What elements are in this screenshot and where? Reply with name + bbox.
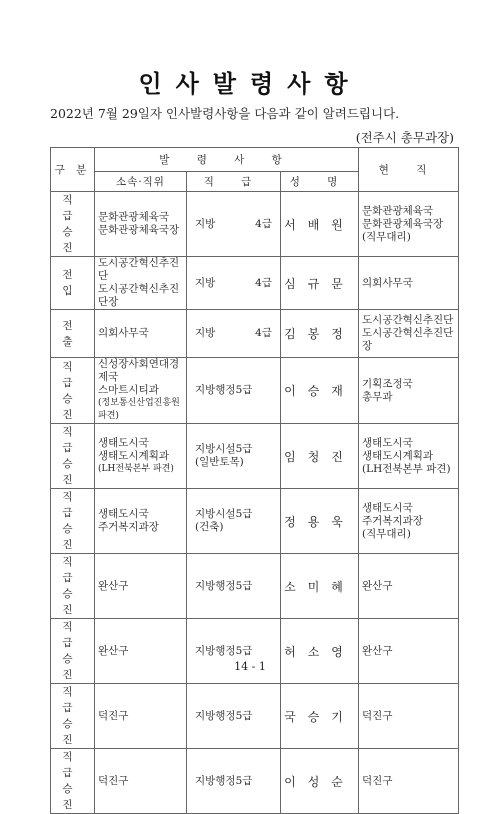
table-row <box>51 424 459 489</box>
name-cell: 서배원 <box>281 192 359 257</box>
affiliation-line: 생태도시계획과 <box>98 449 170 462</box>
name-cell: 허소영 <box>281 619 359 684</box>
grade-line: 지방행정5급 <box>195 644 253 657</box>
page-number: 14 - 1 <box>234 660 266 673</box>
appointment-table <box>50 147 459 814</box>
grade-line: 지방행정5급 <box>195 774 253 787</box>
grade-subline: (건축) <box>195 521 224 533</box>
affiliation-line: 스마트시티과 <box>98 384 159 396</box>
header-name: 성 명 <box>281 172 359 192</box>
current-position-cell <box>359 192 459 257</box>
grade-cell <box>187 619 281 684</box>
grade-line: 지방 4급 <box>195 276 272 289</box>
affiliation-cell <box>95 310 187 358</box>
grade-cell <box>187 554 281 619</box>
grade-line: 지방 4급 <box>195 217 272 230</box>
grade-line: 지방행정5급 <box>195 579 253 592</box>
name-cell: 국승기 <box>281 684 359 749</box>
affiliation-cell <box>95 257 187 310</box>
grade-cell <box>187 358 281 424</box>
grade-subline: (일반토목) <box>195 456 244 468</box>
header-appointment: 발 령 사 항 <box>95 148 359 172</box>
current-line: 도시공간혁신추진단장 <box>362 327 454 352</box>
current-line: 주거복지과장 <box>362 514 423 527</box>
current-line: 완산구 <box>362 644 393 657</box>
current-line: 생태도시국 <box>362 436 413 449</box>
current-line: 덕진구 <box>362 709 393 722</box>
table-row <box>51 749 459 814</box>
current-line: (LH전북본부 파견) <box>362 462 451 475</box>
affiliation-cell <box>95 192 187 257</box>
affiliation-line: 덕진구 <box>98 709 129 722</box>
affiliation-cell <box>95 489 187 554</box>
grade-cell <box>187 192 281 257</box>
current-line: 완산구 <box>362 579 393 592</box>
grade-line: 지방시설5급 <box>195 508 253 520</box>
affiliation-line: 완산구 <box>98 579 129 592</box>
category-cell: 직급 승진 <box>51 619 95 684</box>
grade-line: 지방 4급 <box>195 327 272 339</box>
current-position-cell <box>359 554 459 619</box>
current-line: 도시공간혁신추진단 <box>362 314 454 326</box>
affiliation-line: 생태도시국 <box>98 436 149 449</box>
category-cell: 직급 승진 <box>51 489 95 554</box>
category-cell: 전입 <box>51 257 95 310</box>
affiliation-line: 완산구 <box>98 644 129 657</box>
grade-line: 지방행정5급 <box>195 709 253 722</box>
table-row <box>51 619 459 684</box>
category-cell: 직급 승진 <box>51 554 95 619</box>
current-position-cell <box>359 358 459 424</box>
current-line: 기획조정국 <box>362 377 413 390</box>
current-position-cell <box>359 619 459 684</box>
affiliation-line: 생태도시국 <box>98 508 149 520</box>
intro-text: 2022년 7월 29일자 인사발령사항을 다음과 같이 알려드립니다. <box>50 106 400 121</box>
grade-cell <box>187 257 281 310</box>
affiliation-cell <box>95 619 187 684</box>
table-row <box>51 684 459 749</box>
current-position-cell <box>359 310 459 358</box>
affiliation-cell <box>95 358 187 424</box>
current-line: 총무과 <box>362 390 393 403</box>
current-line: 의회사무국 <box>362 276 413 289</box>
affiliation-line: 덕진구 <box>98 774 129 787</box>
name-cell: 심규문 <box>281 257 359 310</box>
affiliation-line: 문화관광체육국장 <box>98 224 180 236</box>
current-line: 생태도시국 <box>362 501 413 514</box>
table-row <box>51 554 459 619</box>
affiliation-line: 도시공간혁신추진단장 <box>98 283 180 308</box>
current-line: 문화관광체육국장 <box>362 217 444 230</box>
grade-cell <box>187 684 281 749</box>
table-row <box>51 310 459 358</box>
current-line: 문화관광체육국 <box>362 204 434 217</box>
affiliation-line: 신성장사회연대경제국 <box>98 358 180 383</box>
current-line: 생태도시계획과 <box>362 449 434 462</box>
affiliation-line: 도시공간혁신추진단 <box>98 257 180 282</box>
name-cell: 이승재 <box>281 358 359 424</box>
category-cell: 직급 승진 <box>51 424 95 489</box>
affiliation-cell <box>95 749 187 814</box>
grade-line: 지방행정5급 <box>195 384 253 396</box>
header-affiliation: 소속·직위 <box>95 172 187 192</box>
name-cell: 이성순 <box>281 749 359 814</box>
grade-cell <box>187 489 281 554</box>
header-grade: 직 급 <box>187 172 281 192</box>
current-position-cell <box>359 489 459 554</box>
category-cell: 직급 승진 <box>51 358 95 424</box>
current-position-cell <box>359 424 459 489</box>
grade-line: 지방시설5급 <box>195 443 253 455</box>
table-row <box>51 257 459 310</box>
affiliation-cell <box>95 424 187 489</box>
department-label: (전주시 총무과장) <box>355 130 454 145</box>
current-position-cell <box>359 684 459 749</box>
grade-cell <box>187 749 281 814</box>
category-cell: 전출 <box>51 310 95 358</box>
current-line: (직무대리) <box>362 230 411 243</box>
category-cell: 직급 승진 <box>51 684 95 749</box>
table-row <box>51 192 459 257</box>
header-category: 구 분 <box>51 148 95 192</box>
affiliation-line: (정보통신산업진흥원 파견) <box>98 398 180 421</box>
name-cell: 소미혜 <box>281 554 359 619</box>
affiliation-line: (LH전북본부 파견) <box>98 463 174 474</box>
current-position-cell <box>359 749 459 814</box>
name-cell: 김봉정 <box>281 310 359 358</box>
category-cell: 직급 승진 <box>51 192 95 257</box>
affiliation-line: 주거복지과장 <box>98 521 159 533</box>
name-cell: 임청진 <box>281 424 359 489</box>
grade-cell <box>187 424 281 489</box>
table-row <box>51 489 459 554</box>
category-cell: 직급 승진 <box>51 749 95 814</box>
affiliation-line: 문화관광체육국 <box>98 211 170 223</box>
affiliation-cell <box>95 684 187 749</box>
current-line: 덕진구 <box>362 774 393 787</box>
current-line: (직무대리) <box>362 527 411 540</box>
affiliation-cell <box>95 554 187 619</box>
grade-cell <box>187 310 281 358</box>
name-cell: 정용욱 <box>281 489 359 554</box>
affiliation-line: 의회사무국 <box>98 327 149 339</box>
header-current: 현 직 <box>359 148 459 192</box>
page-title: 인사발령사항 <box>138 69 362 98</box>
current-position-cell <box>359 257 459 310</box>
table-row <box>51 358 459 424</box>
